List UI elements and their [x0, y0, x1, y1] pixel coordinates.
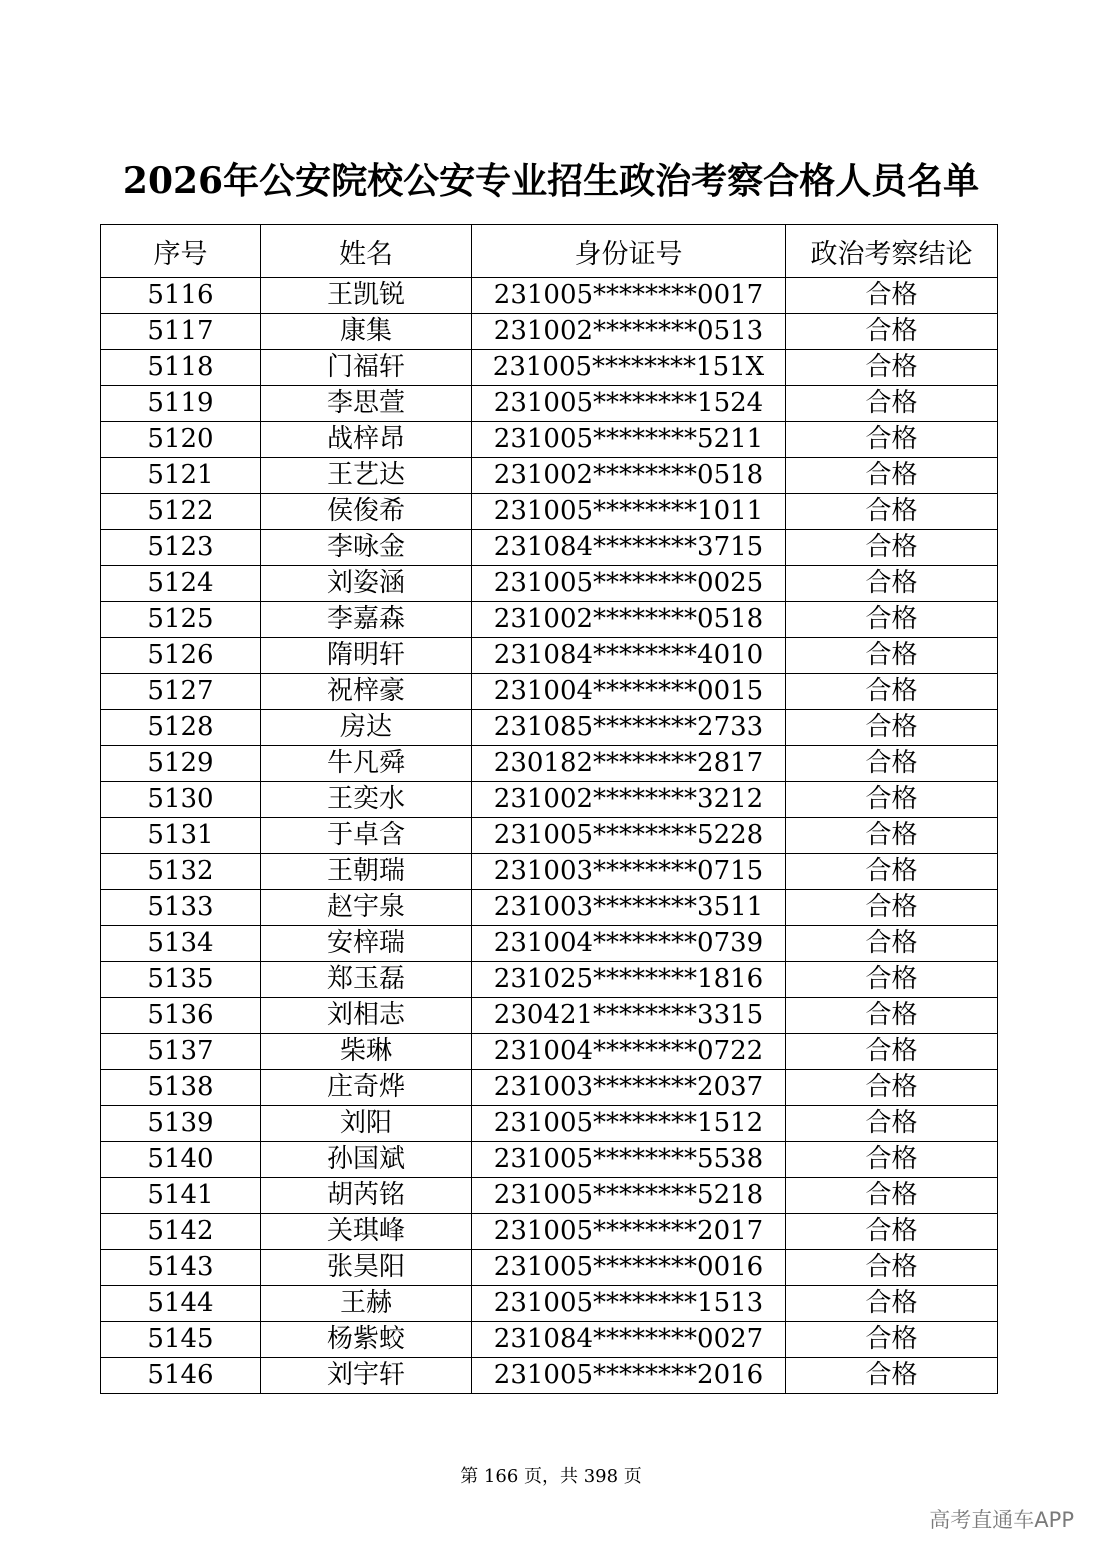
cell-conclusion: 合格 [786, 710, 998, 746]
cell-conclusion: 合格 [786, 1250, 998, 1286]
cell-conclusion: 合格 [786, 278, 998, 314]
cell-conclusion: 合格 [786, 422, 998, 458]
cell-id-number: 231005********1524 [472, 386, 786, 422]
cell-id-number: 231084********0027 [472, 1322, 786, 1358]
cell-name: 杨紫蛟 [261, 1322, 472, 1358]
cell-id-number: 231004********0015 [472, 674, 786, 710]
cell-id-number: 231005********1512 [472, 1106, 786, 1142]
cell-name: 门福轩 [261, 350, 472, 386]
table-row [101, 782, 998, 818]
table-row [101, 1070, 998, 1106]
cell-conclusion: 合格 [786, 1322, 998, 1358]
cell-conclusion: 合格 [786, 674, 998, 710]
cell-name: 于卓含 [261, 818, 472, 854]
cell-seq: 5144 [101, 1286, 261, 1322]
cell-conclusion: 合格 [786, 1286, 998, 1322]
cell-id-number: 231003********2037 [472, 1070, 786, 1106]
cell-seq: 5134 [101, 926, 261, 962]
cell-name: 刘姿涵 [261, 566, 472, 602]
cell-seq: 5139 [101, 1106, 261, 1142]
cell-name: 柴琳 [261, 1034, 472, 1070]
table-row [101, 890, 998, 926]
cell-id-number: 231005********2017 [472, 1214, 786, 1250]
table-row [101, 818, 998, 854]
table-row [101, 422, 998, 458]
cell-name: 刘宇轩 [261, 1358, 472, 1394]
cell-name: 王赫 [261, 1286, 472, 1322]
candidate-table [100, 224, 998, 1394]
cell-id-number: 231002********3212 [472, 782, 786, 818]
table-row [101, 854, 998, 890]
table-row [101, 1214, 998, 1250]
table-row [101, 1286, 998, 1322]
table-row [101, 674, 998, 710]
cell-name: 王奕水 [261, 782, 472, 818]
cell-conclusion: 合格 [786, 602, 998, 638]
cell-seq: 5119 [101, 386, 261, 422]
table-row [101, 926, 998, 962]
cell-seq: 5136 [101, 998, 261, 1034]
cell-id-number: 231005********151X [472, 350, 786, 386]
header-name: 姓名 [261, 225, 472, 278]
cell-conclusion: 合格 [786, 1358, 998, 1394]
cell-name: 庄奇烨 [261, 1070, 472, 1106]
cell-seq: 5129 [101, 746, 261, 782]
cell-seq: 5133 [101, 890, 261, 926]
cell-conclusion: 合格 [786, 782, 998, 818]
cell-name: 孙国斌 [261, 1142, 472, 1178]
table-row [101, 710, 998, 746]
cell-id-number: 231003********3511 [472, 890, 786, 926]
cell-seq: 5127 [101, 674, 261, 710]
cell-id-number: 231005********0016 [472, 1250, 786, 1286]
cell-conclusion: 合格 [786, 350, 998, 386]
cell-name: 王凯锐 [261, 278, 472, 314]
cell-name: 关琪峰 [261, 1214, 472, 1250]
cell-conclusion: 合格 [786, 458, 998, 494]
cell-name: 康集 [261, 314, 472, 350]
table-row [101, 962, 998, 998]
cell-id-number: 231005********0017 [472, 278, 786, 314]
cell-seq: 5143 [101, 1250, 261, 1286]
cell-id-number: 231003********0715 [472, 854, 786, 890]
cell-conclusion: 合格 [786, 530, 998, 566]
table-row [101, 638, 998, 674]
table-row [101, 314, 998, 350]
table-body [101, 278, 998, 1394]
table-row [101, 746, 998, 782]
table-row [101, 1106, 998, 1142]
cell-id-number: 231005********5218 [472, 1178, 786, 1214]
table-row [101, 530, 998, 566]
cell-id-number: 231005********1513 [472, 1286, 786, 1322]
cell-name: 刘相志 [261, 998, 472, 1034]
cell-seq: 5126 [101, 638, 261, 674]
table-row [101, 458, 998, 494]
cell-name: 祝梓豪 [261, 674, 472, 710]
cell-id-number: 231005********0025 [472, 566, 786, 602]
cell-id-number: 231005********1011 [472, 494, 786, 530]
cell-seq: 5137 [101, 1034, 261, 1070]
cell-name: 李思萱 [261, 386, 472, 422]
header-id-number: 身份证号 [472, 225, 786, 278]
cell-conclusion: 合格 [786, 386, 998, 422]
cell-conclusion: 合格 [786, 1214, 998, 1250]
cell-conclusion: 合格 [786, 1106, 998, 1142]
cell-name: 王艺达 [261, 458, 472, 494]
cell-seq: 5125 [101, 602, 261, 638]
cell-id-number: 231085********2733 [472, 710, 786, 746]
cell-id-number: 231004********0722 [472, 1034, 786, 1070]
cell-name: 李嘉森 [261, 602, 472, 638]
cell-seq: 5124 [101, 566, 261, 602]
table-row [101, 602, 998, 638]
cell-id-number: 231002********0518 [472, 602, 786, 638]
cell-seq: 5121 [101, 458, 261, 494]
table-row [101, 386, 998, 422]
cell-seq: 5118 [101, 350, 261, 386]
header-conclusion: 政治考察结论 [786, 225, 998, 278]
cell-conclusion: 合格 [786, 926, 998, 962]
cell-name: 刘阳 [261, 1106, 472, 1142]
cell-seq: 5142 [101, 1214, 261, 1250]
cell-id-number: 231025********1816 [472, 962, 786, 998]
cell-seq: 5130 [101, 782, 261, 818]
document-title: 2026年公安院校公安专业招生政治考察合格人员名单 [122, 160, 980, 202]
cell-seq: 5141 [101, 1178, 261, 1214]
cell-seq: 5132 [101, 854, 261, 890]
cell-id-number: 231002********0518 [472, 458, 786, 494]
cell-seq: 5116 [101, 278, 261, 314]
cell-seq: 5135 [101, 962, 261, 998]
cell-id-number: 231005********5538 [472, 1142, 786, 1178]
cell-id-number: 230182********2817 [472, 746, 786, 782]
cell-name: 隋明轩 [261, 638, 472, 674]
cell-name: 胡芮铭 [261, 1178, 472, 1214]
cell-name: 李咏金 [261, 530, 472, 566]
page-number: 第 166 页，共 398 页 [460, 1466, 642, 1487]
cell-id-number: 231004********0739 [472, 926, 786, 962]
cell-seq: 5131 [101, 818, 261, 854]
cell-conclusion: 合格 [786, 638, 998, 674]
cell-conclusion: 合格 [786, 314, 998, 350]
cell-conclusion: 合格 [786, 854, 998, 890]
cell-seq: 5123 [101, 530, 261, 566]
cell-id-number: 231005********5211 [472, 422, 786, 458]
cell-seq: 5140 [101, 1142, 261, 1178]
cell-name: 张昊阳 [261, 1250, 472, 1286]
table-row [101, 998, 998, 1034]
cell-conclusion: 合格 [786, 746, 998, 782]
cell-seq: 5117 [101, 314, 261, 350]
cell-conclusion: 合格 [786, 998, 998, 1034]
cell-id-number: 231084********3715 [472, 530, 786, 566]
cell-conclusion: 合格 [786, 962, 998, 998]
table-row [101, 1250, 998, 1286]
table-row [101, 566, 998, 602]
cell-name: 郑玉磊 [261, 962, 472, 998]
table-row [101, 1142, 998, 1178]
table-row [101, 1322, 998, 1358]
cell-id-number: 231002********0513 [472, 314, 786, 350]
cell-id-number: 231005********5228 [472, 818, 786, 854]
cell-seq: 5128 [101, 710, 261, 746]
table-row [101, 278, 998, 314]
table-row [101, 1034, 998, 1070]
cell-name: 侯俊希 [261, 494, 472, 530]
cell-seq: 5138 [101, 1070, 261, 1106]
cell-conclusion: 合格 [786, 1034, 998, 1070]
cell-seq: 5146 [101, 1358, 261, 1394]
cell-conclusion: 合格 [786, 566, 998, 602]
cell-id-number: 231005********2016 [472, 1358, 786, 1394]
table-row [101, 1178, 998, 1214]
cell-conclusion: 合格 [786, 494, 998, 530]
cell-name: 赵宇泉 [261, 890, 472, 926]
cell-id-number: 230421********3315 [472, 998, 786, 1034]
cell-name: 安梓瑞 [261, 926, 472, 962]
cell-id-number: 231084********4010 [472, 638, 786, 674]
cell-name: 牛凡舜 [261, 746, 472, 782]
cell-conclusion: 合格 [786, 1142, 998, 1178]
header-seq: 序号 [101, 225, 261, 278]
cell-seq: 5145 [101, 1322, 261, 1358]
table-row [101, 350, 998, 386]
cell-name: 房达 [261, 710, 472, 746]
table-row [101, 1358, 998, 1394]
table-row [101, 494, 998, 530]
cell-conclusion: 合格 [786, 1070, 998, 1106]
cell-conclusion: 合格 [786, 890, 998, 926]
cell-name: 战梓昂 [261, 422, 472, 458]
table-header-row [101, 225, 998, 278]
cell-name: 王朝瑞 [261, 854, 472, 890]
watermark-logo-text: 高考直通车APP [929, 1508, 1074, 1532]
cell-conclusion: 合格 [786, 1178, 998, 1214]
cell-conclusion: 合格 [786, 818, 998, 854]
cell-seq: 5122 [101, 494, 261, 530]
cell-seq: 5120 [101, 422, 261, 458]
